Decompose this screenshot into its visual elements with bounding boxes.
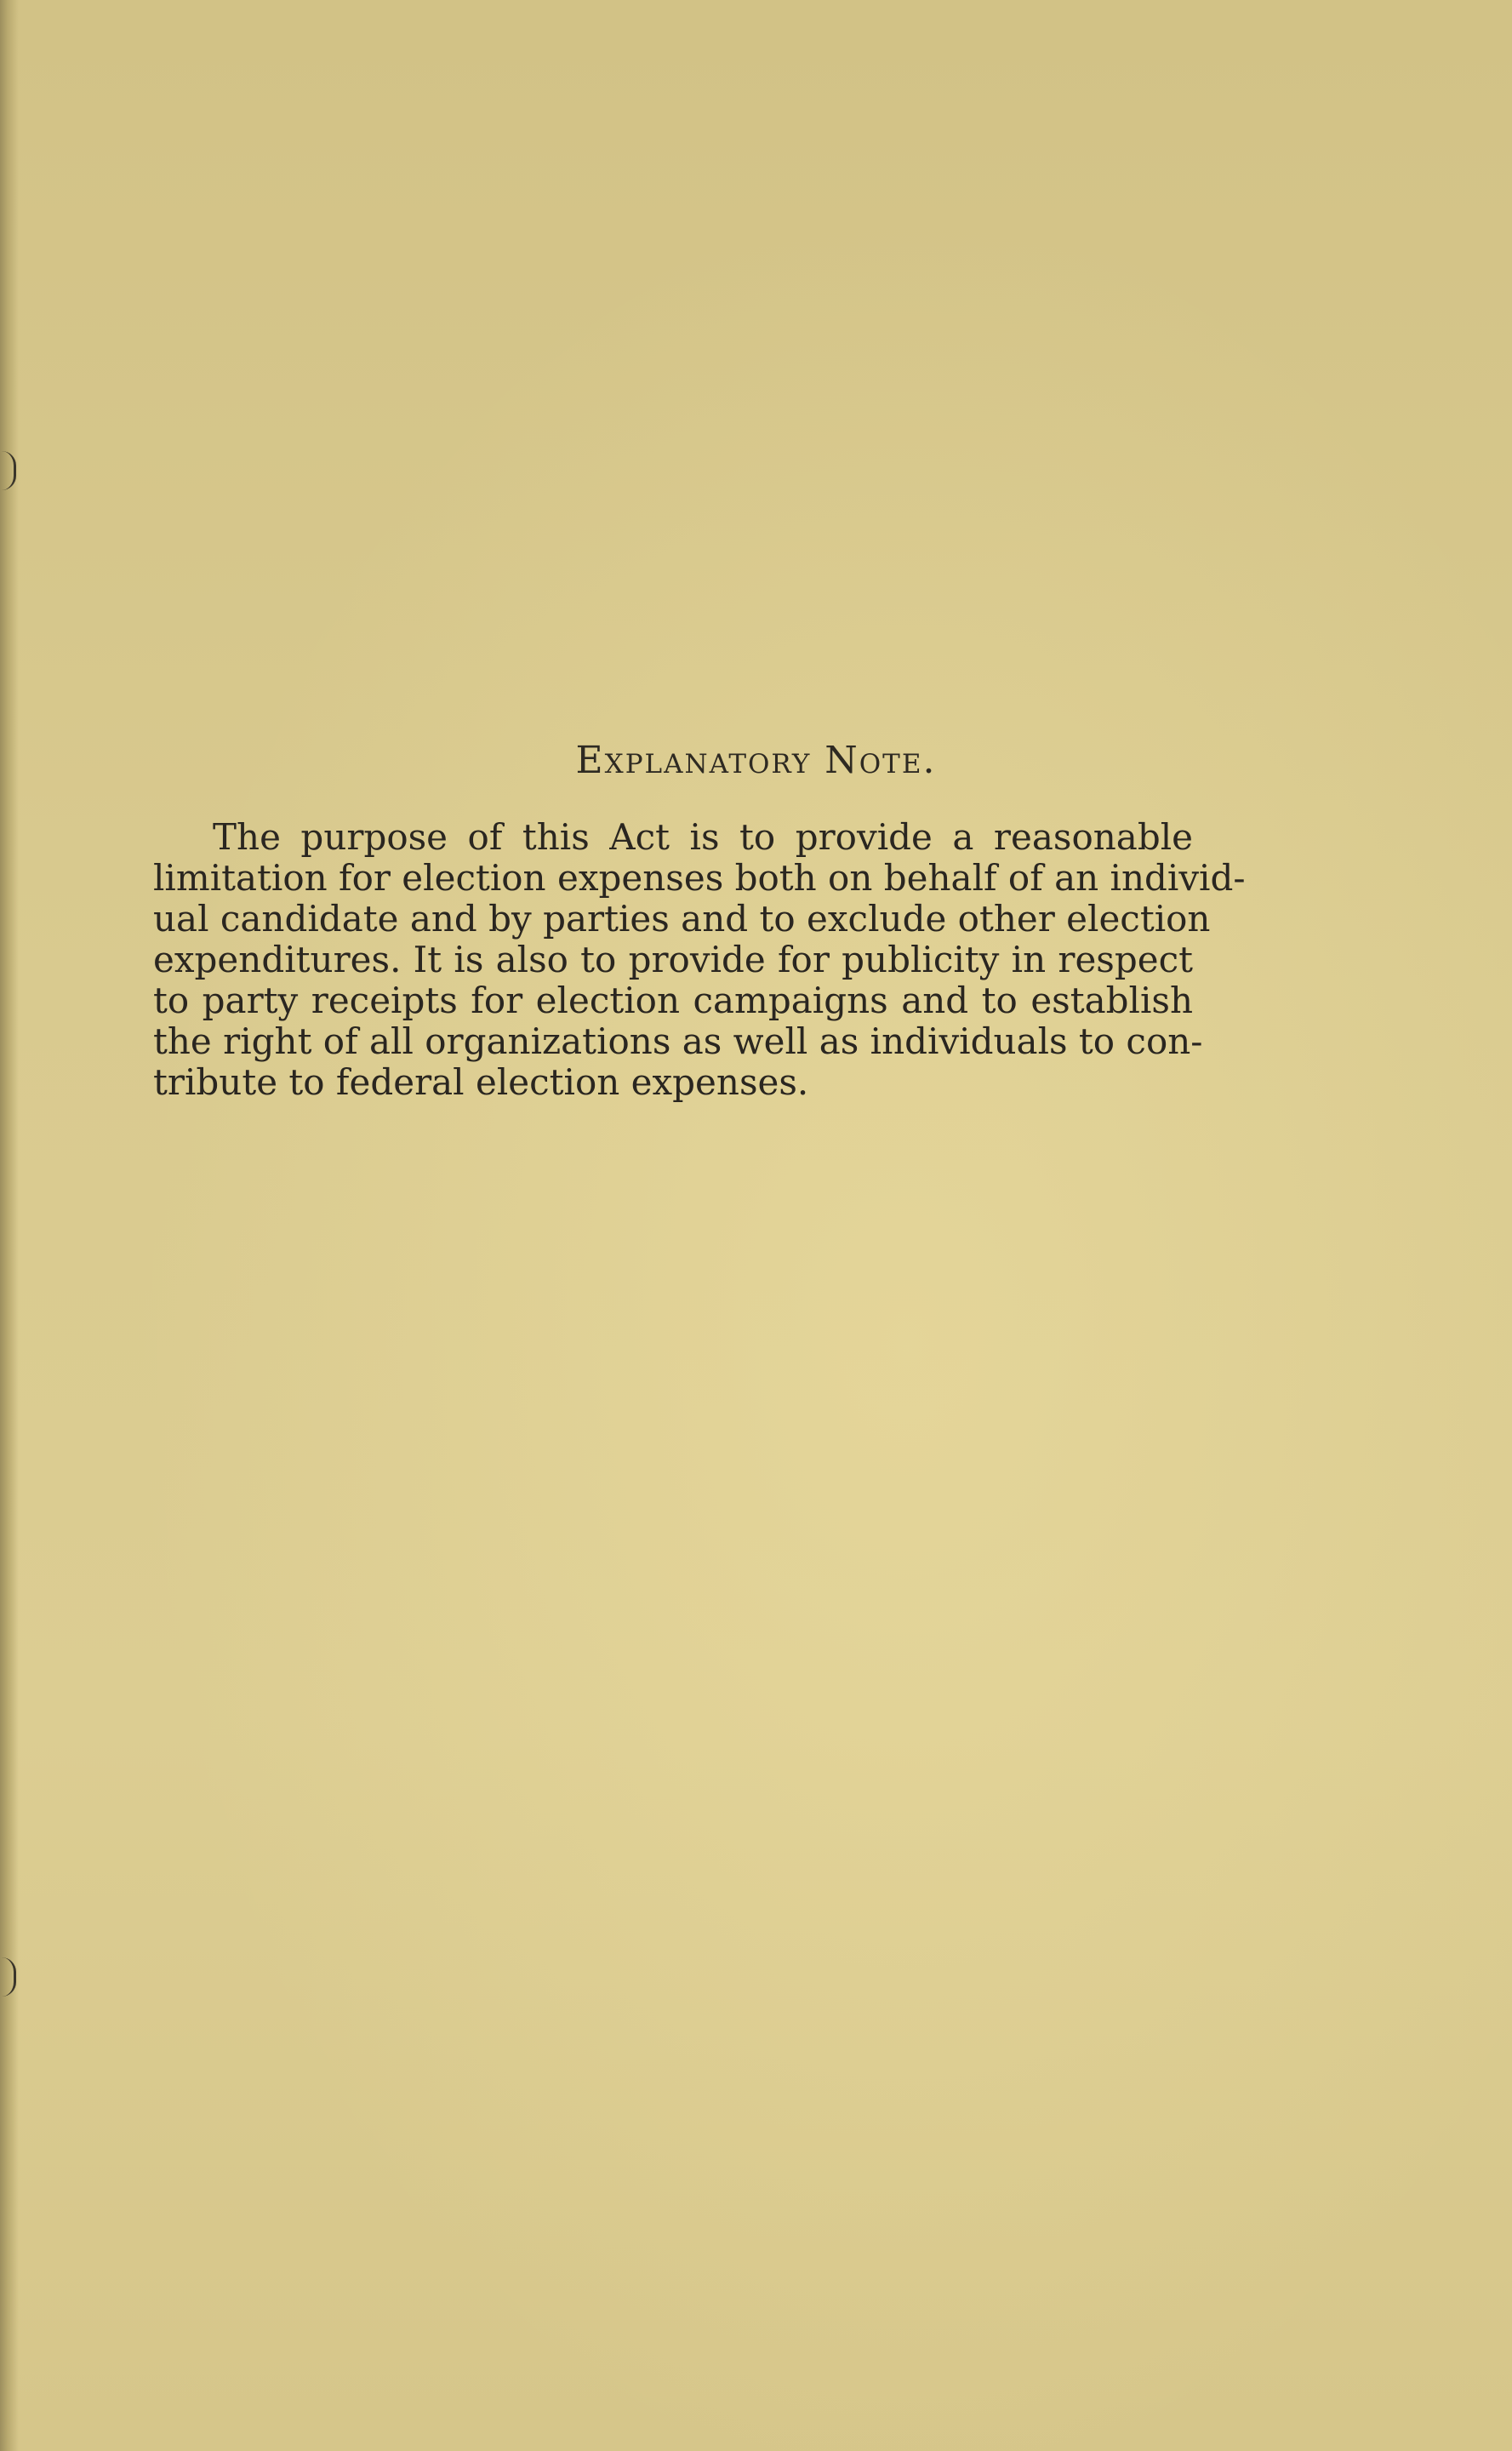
paragraph-line: expenditures. It is also to provide for publicity in respect (153, 939, 1193, 980)
paragraph-line: to party receipts for election campaigns and to establish (153, 980, 1193, 1021)
paragraph-line: limitation for election expenses both on behalf of an individ- (153, 857, 1246, 899)
paragraph-line: The purpose of this Act is to provide a reasonable (213, 816, 1193, 858)
paragraph-line: ual candidate and by parties and to exclude other election (153, 898, 1211, 940)
explanatory-note-heading: Explanatory Note. (575, 739, 937, 782)
paragraph-line: tribute to federal election expenses. (153, 1061, 809, 1103)
explanatory-note-body (153, 816, 1246, 1103)
paragraph-line: the right of all organizations as well as individuals to con- (153, 1020, 1203, 1062)
binding-edge (0, 0, 19, 2451)
